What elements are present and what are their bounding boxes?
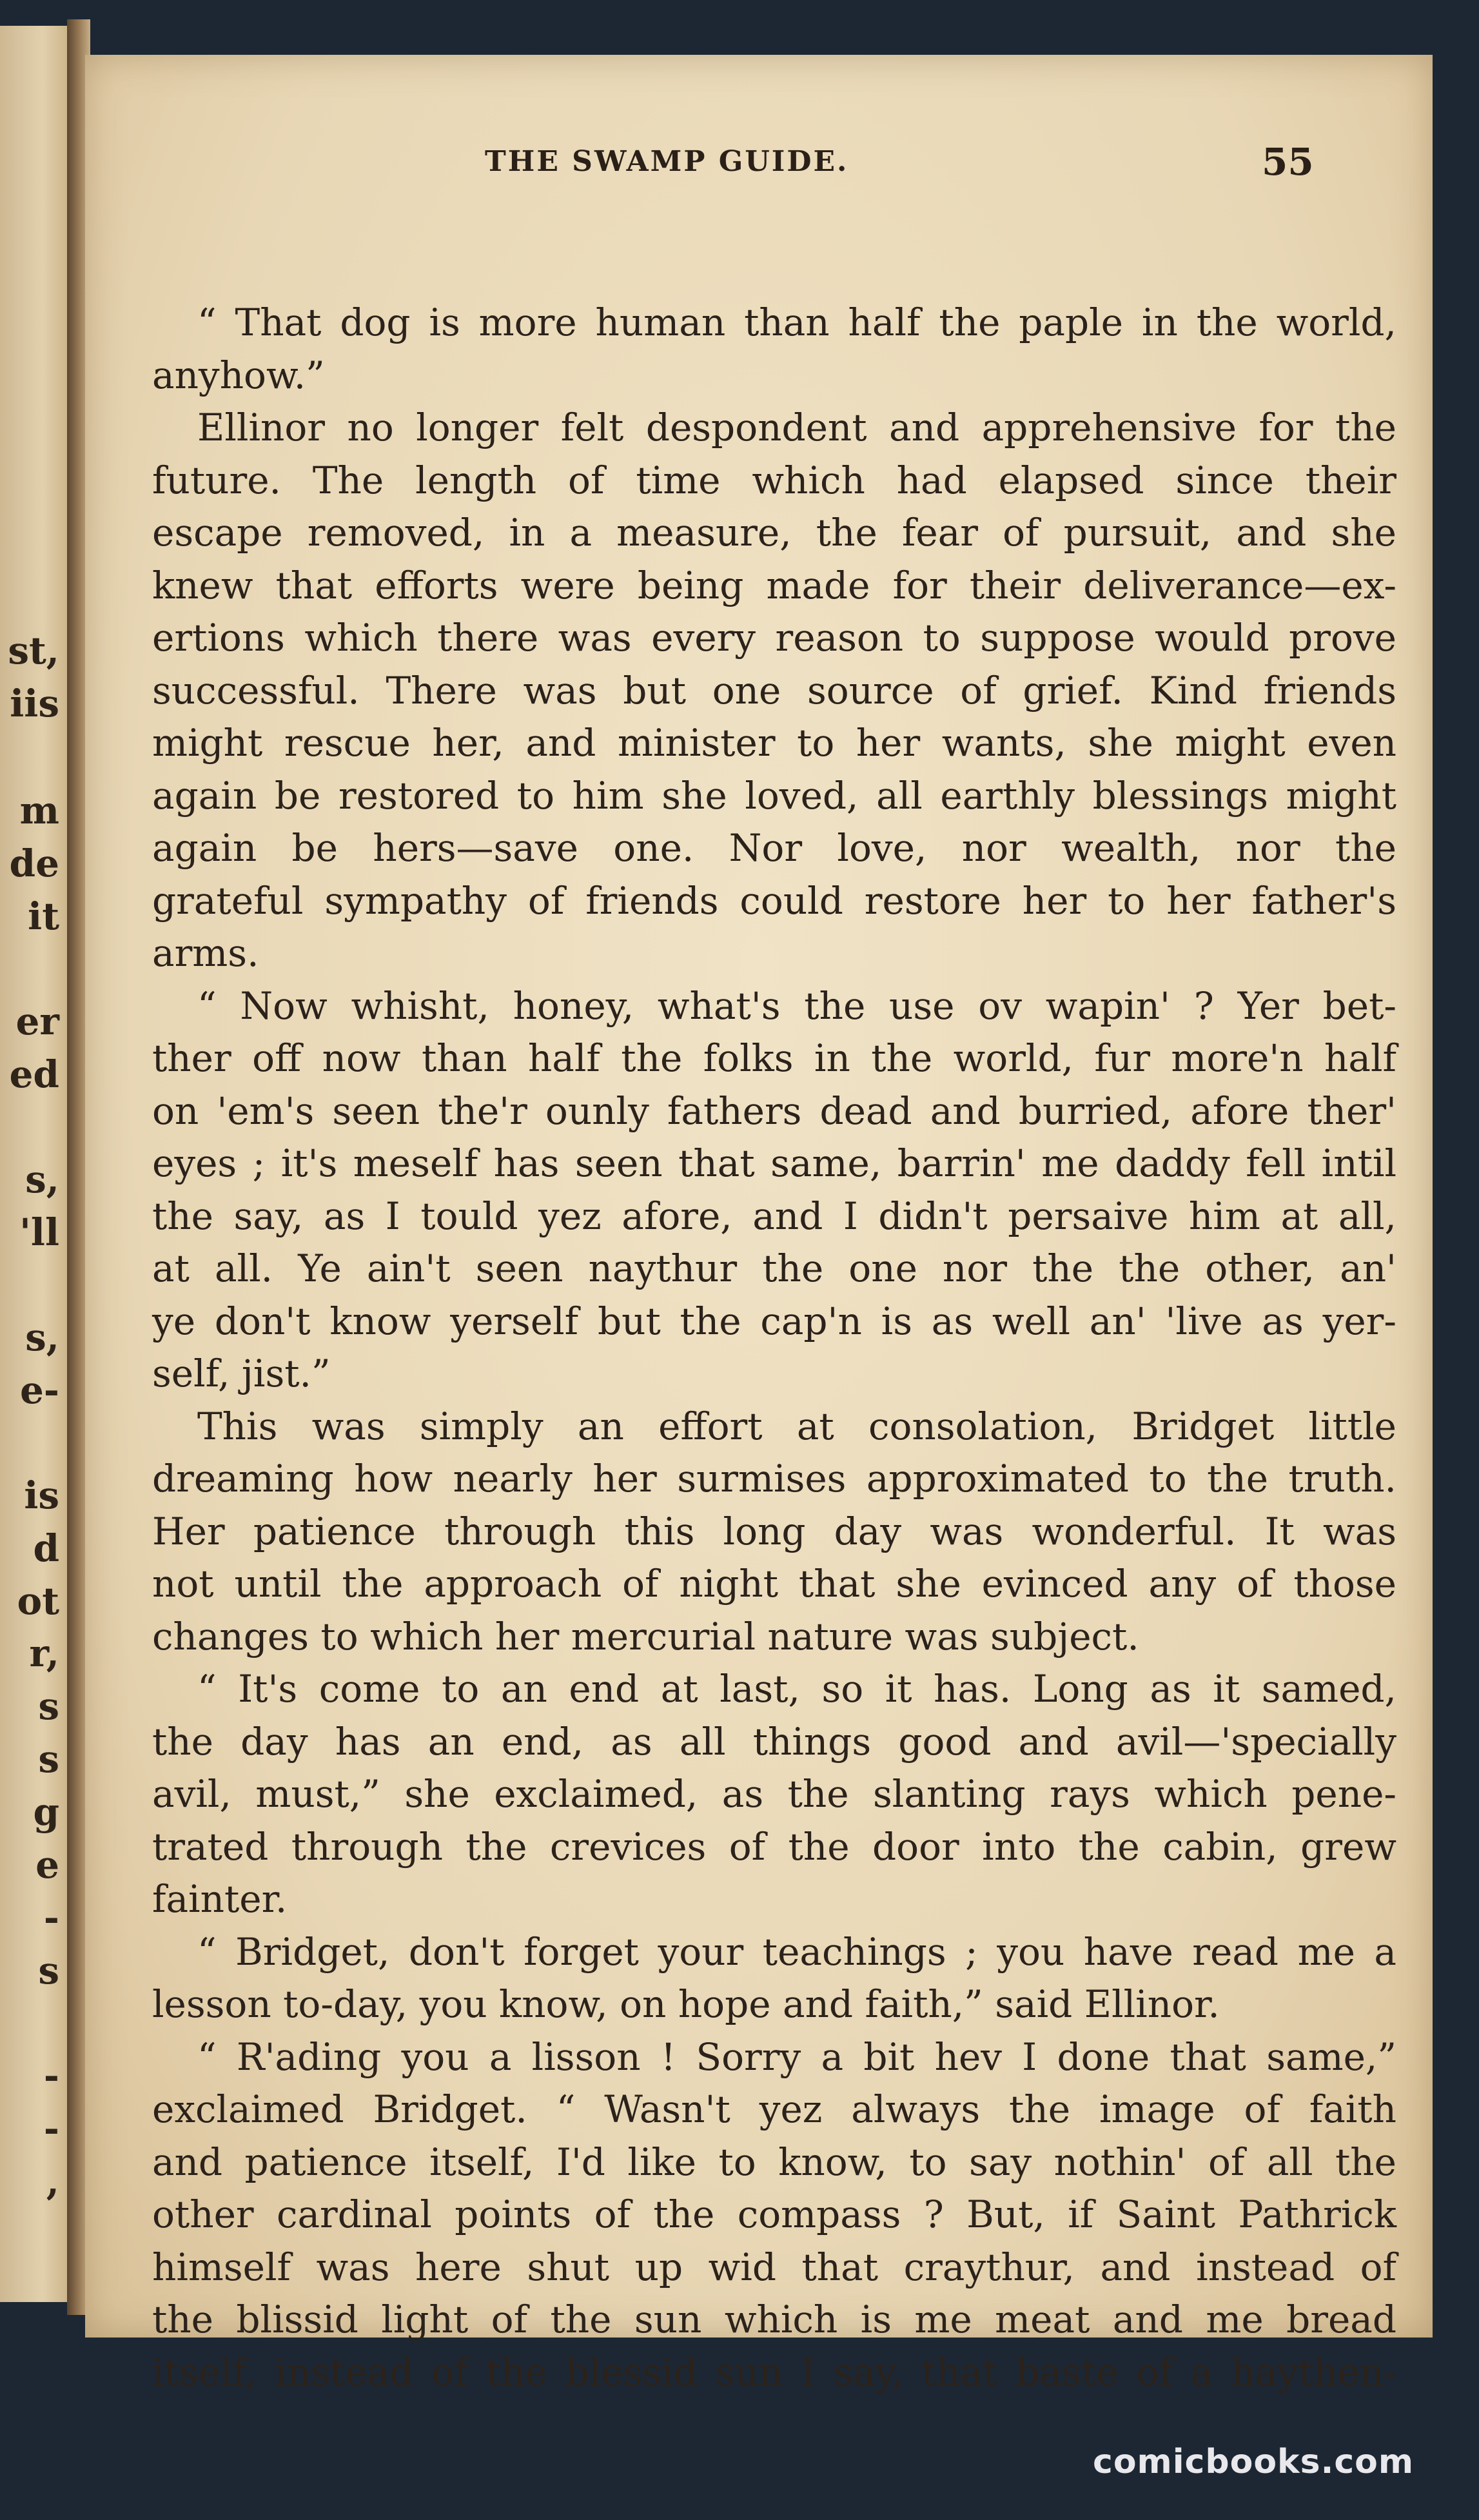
running-head-title: THE SWAMP GUIDE. (485, 145, 849, 178)
facing-page-fragment: er (15, 999, 59, 1043)
book-page (85, 55, 1433, 2394)
body-text (152, 297, 1396, 2399)
text-line: “ It's come to an end at last, so it has. Long as it samed, (197, 1667, 1396, 1711)
text-line: the blissid light of the sun which is me meat and me bread (152, 2298, 1396, 2341)
text-line: ertions which there was every reason to suppose would prove (152, 616, 1396, 660)
text-line: again be restored to him she loved, all earthly blessings might (152, 773, 1396, 818)
text-line: grateful sympathy of friends could restore her to her father's (152, 878, 1396, 923)
facing-page-fragment: ed (9, 1052, 59, 1096)
text-line: “ That dog is more human than half the paple in the world, (197, 300, 1396, 344)
text-line: “ R'ading you a lisson ! Sorry a bit hev I done that same,” (197, 2034, 1396, 2079)
facing-page-fragment: - (43, 2107, 59, 2151)
facing-page-fragment: it (28, 894, 59, 938)
text-line: again be hers—save one. Nor love, nor wealth, nor the (152, 826, 1396, 870)
text-line: eyes ; it's meself has seen that same, barrin' me daddy fell intil (152, 1141, 1396, 1185)
running-head (85, 140, 1433, 197)
text-line: other cardinal points of the compass ? But, if Saint Pathrick (152, 2192, 1396, 2236)
facing-page-fragment: ot (17, 1579, 59, 1623)
text-line: anyhow.” (152, 353, 325, 397)
text-line: and patience itself, I'd like to know, to say nothin' of all the (152, 2140, 1396, 2184)
text-line: “ Now whisht, honey, what's the use ov wapin' ? Yer bet- (197, 983, 1396, 1028)
watermark: comicbooks.com (1093, 2443, 1415, 2481)
text-line: fainter. (152, 1877, 288, 1921)
facing-page-fragment: s (38, 1684, 59, 1728)
text-line: future. The length of time which had elapsed since their (152, 458, 1396, 502)
text-line: on 'em's seen the'r ounly fathers dead and burried, afore ther' (152, 1088, 1396, 1133)
text-line: the day has an end, as all things good and avil—'specially (152, 1719, 1396, 1764)
text-line: escape removed, in a measure, the fear of pursuit, and she (152, 511, 1396, 555)
facing-page-fragment: iis (10, 682, 59, 725)
text-line: This was simply an effort at consolation, Bridget little (197, 1404, 1396, 1448)
facing-page-fragment: st, (8, 629, 59, 673)
text-line: avil, must,” she exclaimed, as the slanting rays which pene- (152, 1772, 1396, 1816)
text-line: ye don't know yerself but the cap'n is as well an' 'live as yer- (152, 1299, 1396, 1343)
text-line: at all. Ye ain't seen naythur the one nor the the other, an' (152, 1246, 1396, 1290)
facing-page-fragment: , (46, 2160, 59, 2203)
facing-page-fragment: de (9, 842, 59, 885)
text-line: “ Bridget, don't forget your teachings ; you have read me a (197, 1929, 1396, 1974)
facing-page-fragment: - (43, 1896, 59, 1940)
facing-page-fragment: s (38, 1949, 59, 1993)
text-line: Ellinor no longer felt despondent and apprehensive for the (197, 406, 1396, 449)
text-line: exclaimed Bridget. “ Wasn't yez always the image of faith (152, 2087, 1396, 2131)
facing-page-fragment: e- (20, 1368, 59, 1412)
text-line: self, jist.” (152, 1352, 331, 1395)
facing-page-fragment: s, (25, 1315, 59, 1359)
text-line: successful. There was but one source of grief. Kind friends (152, 668, 1396, 713)
text-line: not until the approach of night that she evinced any of those (152, 1562, 1396, 1606)
text-line: changes to which her mercurial nature was subject. (152, 1614, 1139, 1659)
facing-page-fragment: s, (25, 1157, 59, 1201)
facing-page-fragment: 'll (19, 1210, 59, 1254)
facing-page-edge (0, 26, 71, 2302)
text-line: knew that efforts were being made for their deliverance—ex- (152, 563, 1396, 607)
text-line: arms. (152, 931, 259, 975)
text-line: himself was here shut up wid that craythur, and instead of (152, 2245, 1396, 2289)
text-line: ther off now than half the folks in the world, fur more'n half (152, 1036, 1396, 1080)
facing-page-fragment: - (43, 2054, 59, 2098)
text-line: lesson to-day, you know, on hope and faith,” said Ellinor. (152, 1982, 1220, 2026)
facing-page-fragment: d (33, 1526, 59, 1570)
page-number: 55 (1262, 140, 1314, 184)
facing-page-fragment: r, (29, 1631, 59, 1675)
facing-page-fragment: is (24, 1473, 59, 1517)
facing-page-fragment: m (19, 789, 59, 832)
text-line: might rescue her, and minister to her wants, she might even (152, 721, 1396, 765)
text-line: trated through the crevices of the door into the cabin, grew (152, 1824, 1396, 1869)
facing-page-fragment: g (33, 1790, 59, 1834)
text-line: dreaming how nearly her surmises approximated to the truth. (152, 1457, 1396, 1501)
text-line: the say, as I tould yez afore, and I didn't persaive him at all, (152, 1194, 1396, 1238)
text-line: Her patience through this long day was wonderful. It was (152, 1509, 1396, 1553)
facing-page-fragment: e (35, 1843, 59, 1887)
facing-page-fragment: s (38, 1737, 59, 1781)
text-line: itself, instead of the blessid sun I say, that baste of a haythen- (152, 2350, 1396, 2394)
